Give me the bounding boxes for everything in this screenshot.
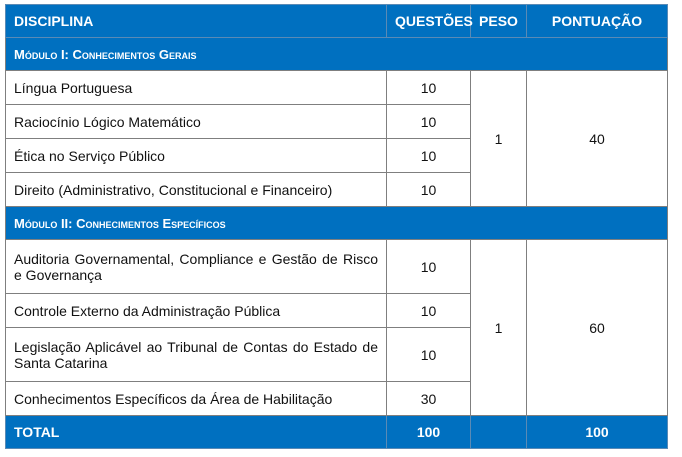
module-row [6, 207, 668, 240]
questions: 10 [387, 71, 471, 105]
total-score: 100 [527, 416, 668, 449]
questions: 10 [387, 139, 471, 173]
module-row [6, 38, 668, 71]
discipline: Conhecimentos Específicos da Área de Habilitação [6, 382, 387, 416]
discipline: Direito (Administrativo, Constitucional e Financeiro) [6, 173, 387, 207]
discipline: Legislação Aplicável ao Tribunal de Contas do Estado de Santa Catarina [6, 328, 387, 382]
questions: 10 [387, 294, 471, 328]
table-row [6, 71, 668, 105]
questions: 10 [387, 240, 471, 294]
questions: 10 [387, 173, 471, 207]
discipline: Auditoria Governamental, Compliance e Gestão de Risco e Governança [6, 240, 387, 294]
module-title: Módulo II: Conhecimentos Específicos [6, 207, 668, 240]
header-pontuacao: PONTUAÇÃO [527, 5, 668, 38]
header-questoes: QUESTÕES [387, 5, 471, 38]
questions: 30 [387, 382, 471, 416]
header-peso: PESO [471, 5, 527, 38]
table-row [6, 240, 668, 294]
total-questions: 100 [387, 416, 471, 449]
total-row [6, 416, 668, 449]
total-label: TOTAL [6, 416, 387, 449]
score: 60 [527, 240, 668, 416]
module-title: Módulo I: Conhecimentos Gerais [6, 38, 668, 71]
discipline: Ética no Serviço Público [6, 139, 387, 173]
weight: 1 [471, 71, 527, 207]
discipline: Língua Portuguesa [6, 71, 387, 105]
exam-table [5, 4, 668, 449]
header-disciplina: DISCIPLINA [6, 5, 387, 38]
total-weight [471, 416, 527, 449]
score: 40 [527, 71, 668, 207]
discipline: Controle Externo da Administração Pública [6, 294, 387, 328]
questions: 10 [387, 105, 471, 139]
questions: 10 [387, 328, 471, 382]
weight: 1 [471, 240, 527, 416]
header-row [6, 5, 668, 38]
discipline: Raciocínio Lógico Matemático [6, 105, 387, 139]
